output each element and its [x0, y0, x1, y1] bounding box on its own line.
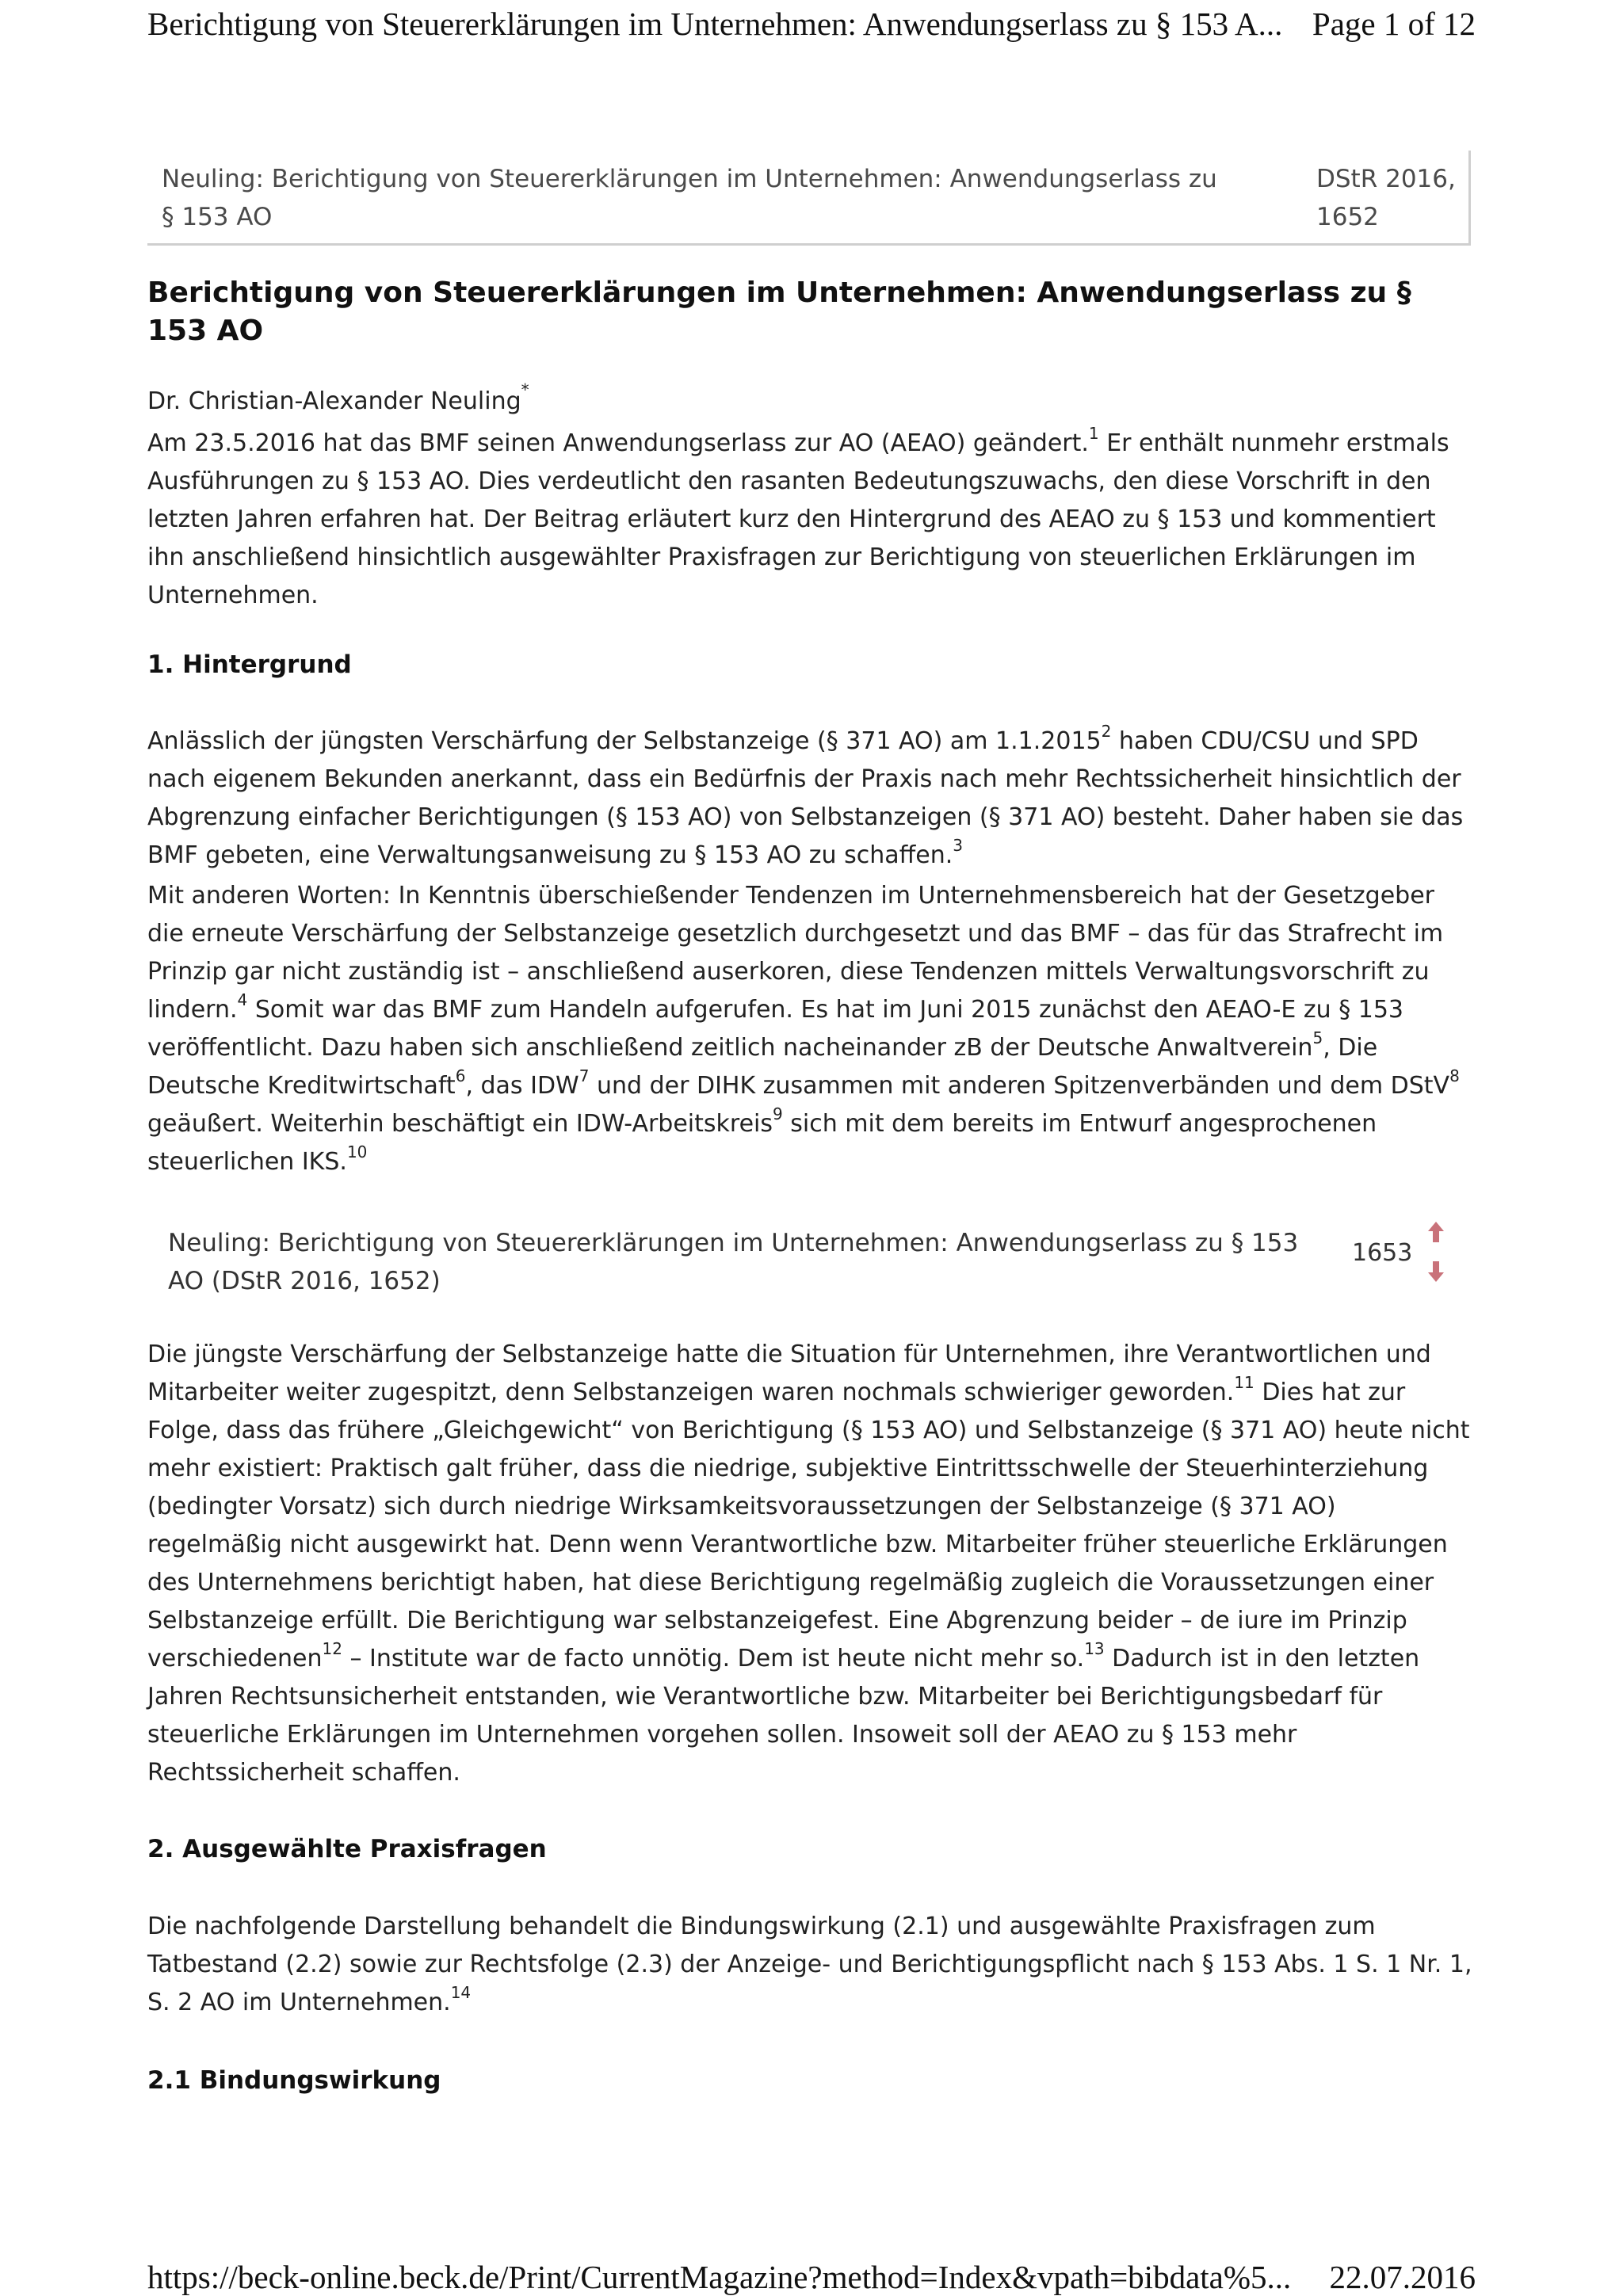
intro-paragraph: Am 23.5.2016 hat das BMF seinen Anwendungserlass zur AO (AEAO) geändert.$^1$ Er enthält nunmehr erstmals Ausführungen zu § 153 AO. Dies verdeutlicht den rasanten Bedeutungszuwachs, den diese Vorschrift in den letzten Jahren erfahren hat. Der Beitrag erläutert kurz den Hintergrund des AEAO zu § 153 und kommentiert ihn anschließend hinsichtlich ausgewählter Praxisfragen zur Berichtigung von steuerlichen Erklärungen im Unternehmen.: [147, 424, 1449, 609]
citation-reference: [1316, 160, 1467, 236]
print-footer-url: https://beck-online.beck.de/Print/CurrentMagazine?method=Index&vpath=bibdata%5...: [147, 2259, 1292, 2295]
footnote-ref[interactable]: 6: [455, 1066, 466, 1085]
footnote-ref[interactable]: 9: [773, 1104, 783, 1123]
author-footnote-mark[interactable]: *: [521, 380, 529, 399]
section1-paragraph-2: Mit anderen Worten: In Kenntnis überschießender Tendenzen im Unternehmensbereich hat der Gesetzgeber die erneute Verschärfung der Selbstanzeige gesetzlich durchgesetzt und das BMF – das für das Strafrecht im Prinzip gar nicht zuständig ist – anschließend auserkoren, diese Tendenzen mittels Verwaltungsvorschrift zu lindern.$^4$ Somit war das BMF zum Handeln aufgerufen. Es hat im Juni 2015 zunächst den AEAO-E zu § 153 veröffentlicht. Dazu haben sich anschließend zeitlich nacheinander zB der Deutsche Anwaltverein$^5$, Die Deutsche Kreditwirtschaft$^6$, das IDW$^7$ und der DIHK zusammen mit anderen Spitzenverbänden und dem DStV$^8$ geäußert. Weiterhin beschäftigt ein IDW-Arbeitskreis$^9$ sich mit dem bereits im Entwurf angesprochenen steuerlichen IKS.$^{10}$: [147, 882, 1460, 1176]
page-down-arrow-icon[interactable]: [1428, 1261, 1444, 1282]
section1-paragraph-3: Die jüngste Verschärfung der Selbstanzeige hatte die Situation für Unternehmen, ihre Verantwortlichen und Mitarbeiter weiter zugespitzt, denn Selbstanzeigen waren nochmals schwieriger geworden.$^{11}$ Dies hat zur Folge, dass das frühere „Gleichgewicht“ von Berichtigung (§ 153 AO) und Selbstanzeige (§ 371 AO) heute nicht mehr existiert: Praktisch galt früher, dass die niedrige, subjektive Eintrittsschwelle der Steuerhinterziehung (bedingter Vorsatz) sich durch niedrige Wirksamkeitsvoraussetzungen der Selbstanzeige (§ 371 AO) regelmäßig nicht ausgewirkt hat. Denn wenn Verantwortliche bzw. Mitarbeiter früher steuerliche Erklärungen des Unternehmens berichtigt haben, hat diese Berichtigung regelmäßig zugleich die Voraussetzungen einer Selbstanzeige erfüllt. Die Berichtigung war selbstanzeigefest. Eine Abgrenzung beider – de iure im Prinzip verschiedenen$^{12}$ – Institute war de facto unnötig. Dem ist heute nicht mehr so.$^{13}$ Dadurch ist in den letzten Jahren Rechtsunsicherheit entstanden, wie Verantwortliche bzw. Mitarbeiter bei Berichtigungsbedarf für steuerliche Erklärungen im Unternehmen vorgehen sollen. Insoweit soll der AEAO zu § 153 mehr Rechtssicherheit schaffen.: [147, 1341, 1470, 1787]
page-navigation-icon[interactable]: [1426, 1220, 1445, 1287]
footnote-ref[interactable]: 14: [450, 1983, 472, 2002]
footnote-ref[interactable]: 5: [1312, 1028, 1323, 1047]
citation-reference-line: DStR 2016,: [1316, 165, 1456, 193]
print-header-title: Berichtigung von Steuererklärungen im Unternehmen: Anwendungserlass zu § 153 A...: [147, 6, 1283, 42]
page-marker-line: Neuling: Berichtigung von Steuererklärungen im Unternehmen: Anwendungserlass zu § 153: [168, 1229, 1299, 1257]
page-number: Page 1 of 12: [1312, 6, 1476, 42]
citation-reference-line: 1652: [1316, 203, 1379, 231]
section2-paragraph-1: Die nachfolgende Darstellung behandelt die Bindungswirkung (2.1) und ausgewählte Praxisfragen zum Tatbestand (2.2) sowie zur Rechtsfolge (2.3) der Anzeige- und Berichtigungspflicht nach § 153 Abs. 1 S. 1 Nr. 1, S. 2 AO im Unternehmen.$^{14}$: [147, 1913, 1472, 2016]
page-break-marker: [168, 1224, 1357, 1300]
footnote-ref[interactable]: 1: [1088, 424, 1099, 443]
footnote-ref[interactable]: 7: [579, 1066, 590, 1085]
article-author: [147, 379, 529, 418]
article-title: Berichtigung von Steuererklärungen im Unternehmen: Anwendungserlass zu § 153 AO: [147, 277, 1411, 347]
citation-source-line: Neuling: Berichtigung von Steuererklärungen im Unternehmen: Anwendungserlass zu: [162, 165, 1217, 193]
footnote-ref[interactable]: 3: [953, 836, 964, 855]
section1-paragraph-1: Anlässlich der jüngsten Verschärfung der Selbstanzeige (§ 371 AO) am 1.1.2015$^2$ haben CDU/CSU und SPD nach eigenem Bekunden anerkannt, dass ein Bedürfnis der Praxis nach mehr Rechtssicherheit hinsichtlich der Abgrenzung einfacher Berichtigungen (§ 153 AO) von Selbstanzeigen (§ 371 AO) besteht. Daher haben sie das BMF gebeten, eine Verwaltungsanweisung zu § 153 AO zu schaffen.$^3$: [147, 722, 1464, 869]
footnote-ref[interactable]: 12: [322, 1639, 342, 1658]
page-up-arrow-icon[interactable]: [1428, 1222, 1444, 1242]
print-date: 22.07.2016: [1329, 2259, 1476, 2295]
citation-box: [147, 151, 1471, 246]
print-footer: [147, 2258, 1476, 2295]
footnote-ref[interactable]: 10: [346, 1142, 368, 1161]
footnote-ref[interactable]: 8: [1449, 1066, 1460, 1085]
footnote-ref[interactable]: 4: [237, 990, 248, 1009]
footnote-ref[interactable]: 2: [1101, 722, 1112, 741]
page-marker-number: 1653: [1352, 1239, 1413, 1267]
citation-source: [162, 160, 1303, 236]
page-marker-line: AO (DStR 2016, 1652): [168, 1267, 441, 1295]
footnote-ref[interactable]: 11: [1234, 1373, 1254, 1392]
section-heading-hintergrund: 1. Hintergrund: [147, 650, 352, 679]
citation-source-line: § 153 AO: [162, 203, 273, 231]
print-header: [147, 5, 1476, 43]
section-heading-bindungswirkung: 2.1 Bindungswirkung: [147, 2066, 441, 2095]
footnote-ref[interactable]: 13: [1084, 1639, 1105, 1658]
author-name: Dr. Christian-Alexander Neuling: [147, 387, 521, 415]
section-heading-praxisfragen: 2. Ausgewählte Praxisfragen: [147, 1835, 547, 1863]
